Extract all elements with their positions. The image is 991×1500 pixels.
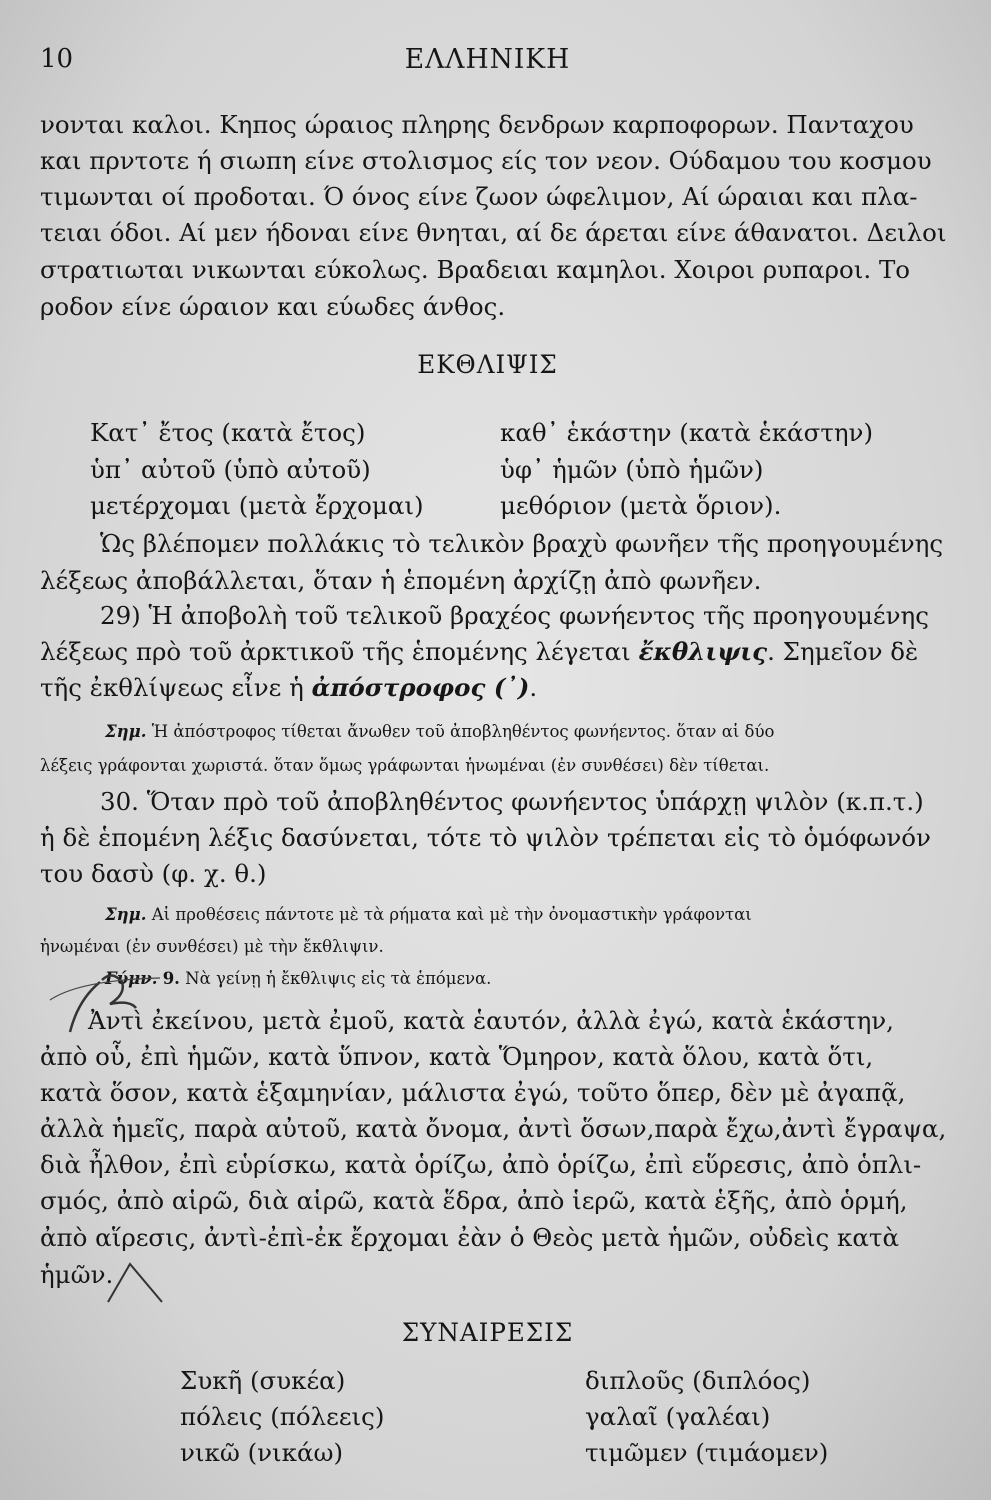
handwritten-mark-icon xyxy=(100,1258,170,1308)
term-apostrophos: ἀπόστροφος (᾿) xyxy=(311,673,530,702)
text-line: νονται καλοι. Κηπος ώραιος πληρης δενδρων καρποφορων. Πανταχου xyxy=(40,110,914,139)
note-line xyxy=(105,904,752,926)
note-text: Ἡ ἀπόστροφος τίθεται ἄνωθεν τοῦ ἀποβληθέντος φωνήεντος. ὅταν αἱ δύο xyxy=(146,722,775,741)
example-right: διπλοῦς (διπλόος) xyxy=(585,1366,811,1395)
exercise-line: ἡμῶν. xyxy=(40,1260,114,1289)
rule-text: τῆς ἐκθλίψεως εἶνε ἡ xyxy=(40,673,312,702)
section-heading-ekthlipsis: ΕΚΘΛΙΨΙΣ xyxy=(417,350,558,379)
example-left: Συκῆ (συκέα) xyxy=(180,1366,346,1395)
exercise-number: 9. xyxy=(162,969,180,988)
exercise-line: διὰ ἦλθον, ἐπὶ εὑρίσκω, κατὰ ὁρίζω, ἀπὸ ὁρίζω, ἐπὶ εὕρεσις, ἀπὸ ὁπλι- xyxy=(40,1150,922,1179)
exercise-line: κατὰ ὅσον, κατὰ ἑξαμηνίαν, μάλιστα ἐγώ, τοῦτο ὅπερ, δὲν μὲ ἀγαπᾷ, xyxy=(40,1078,906,1107)
term-ekthlipsis: ἔκθλιψις xyxy=(638,637,768,666)
exercise-line: σμός, ἀπὸ αἱρῶ, διὰ αἱρῶ, κατὰ ἕδρα, ἀπὸ ἱερῶ, κατὰ ἑξῆς, ἀπὸ ὁρμή, xyxy=(40,1186,908,1215)
exercise-line: ἀπὸ οὗ, ἐπὶ ἡμῶν, κατὰ ὕπνον, κατὰ Ὅμηρον, κατὰ ὅλου, κατὰ ὅτι, xyxy=(40,1042,874,1071)
example-left: ὑπ᾿ αὐτοῦ (ὑπὸ αὐτοῦ) xyxy=(90,455,371,484)
rule-text: . xyxy=(529,673,538,702)
rule-30-line: ἡ δὲ ἑπομένη λέξις δασύνεται, τότε τὸ ψιλὸν τρέπεται εἰς τὸ ὁμόφωνόν xyxy=(40,823,931,852)
rule-29-line xyxy=(40,637,918,667)
note-label: Σημ. xyxy=(105,905,147,924)
text-line: στρατιωται νικωνται εύκολως. Βραδειαι καμηλοι. Χοιροι ρυπαροι. Το xyxy=(40,255,911,284)
example-right: καθ᾿ ἑκάστην (κατὰ ἑκάστην) xyxy=(500,418,874,447)
text-line: Ὡς βλέπομεν πολλάκις τὸ τελικὸν βραχὺ φωνῆεν τῆς προηγουμένης xyxy=(100,529,944,558)
rule-29-line: 29) Ἡ ἀποβολὴ τοῦ τελικοῦ βραχέος φωνήεντος τῆς προηγουμένης xyxy=(100,601,929,630)
example-left: νικῶ (νικάω) xyxy=(180,1438,344,1467)
exercise-line: Ἀντὶ ἐκείνου, μετὰ ἐμοῦ, κατὰ ἑαυτόν, ἀλλὰ ἐγώ, κατὰ ἑκάστην, xyxy=(88,1006,894,1035)
rule-text: λέξεως πρὸ τοῦ ἀρκτικοῦ τῆς ἑπομένης λέγεται xyxy=(40,637,639,666)
exercise-intro: Νὰ γείνῃ ἡ ἔκθλιψις εἰς τὰ ἑπόμενα. xyxy=(185,969,492,988)
note-text: Αἱ προθέσεις πάντοτε μὲ τὰ ρήματα καὶ μὲ τὴν ὀνομαστικὴν γράφονται xyxy=(146,905,752,924)
rule-30-line: 30. Ὅταν πρὸ τοῦ ἀποβληθέντος φωνήεντος ὑπάρχῃ ψιλὸν (κ.π.τ.) xyxy=(100,787,924,816)
page-number: 10 xyxy=(40,44,74,74)
text-line: τιμωνται οί προδοται. Ό όνος είνε ζωον ώφελιμον, Αί ώραιαι και πλα- xyxy=(40,182,918,211)
note-line: ἡνωμέναι (ἐν συνθέσει) μὲ τὴν ἔκθλιψιν. xyxy=(40,937,384,956)
rule-29-line xyxy=(40,673,537,703)
exercise-label: Γύμν. xyxy=(105,969,158,988)
text-line: ροδον είνε ώραιον και εύωδες άνθος. xyxy=(40,292,506,321)
rule-text: . Σημεῖον δὲ xyxy=(767,637,919,666)
running-header: ΕΛΛΗΝΙΚΗ xyxy=(404,44,571,75)
example-right: ὑφ᾿ ἡμῶν (ὑπὸ ἡμῶν) xyxy=(500,455,764,484)
example-left: μετέρχομαι (μετὰ ἔρχομαι) xyxy=(90,491,424,520)
text-line: τειαι όδοι. Αί μεν ήδοναι είνε θνηται, αί δε άρεται είνε άθανατοι. Δειλοι xyxy=(40,218,947,247)
text-line: λέξεως ἀποβάλλεται, ὅταν ἡ ἑπομένη ἀρχίζῃ ἀπὸ φωνῆεν. xyxy=(40,566,762,595)
example-left: πόλεις (πόλεεις) xyxy=(180,1402,385,1431)
text-line: και πρντοτε ή σιωπη είνε στολισμος είς τον νεον. Ούδαμου του κοσμου xyxy=(40,146,932,175)
handwritten-mark-icon xyxy=(40,960,180,1040)
note-line: λέξεις γράφονται χωριστά. ὅταν ὅμως γράφωνται ἡνωμέναι (ἐν συνθέσει) δὲν τίθεται. xyxy=(40,756,770,775)
example-right: γαλαῖ (γαλέαι) xyxy=(585,1402,771,1431)
note-label: Σημ. xyxy=(105,722,147,741)
exercise-line: ἀπὸ αἵρεσις, ἀντὶ-ἐπὶ-ἐκ ἔρχομαι ἐὰν ὁ Θεὸς μετὰ ἡμῶν, οὐδεὶς κατὰ xyxy=(40,1223,899,1252)
example-right: μεθόριον (μετὰ ὅριον). xyxy=(500,491,782,520)
example-left: Κατ᾿ ἔτος (κατὰ ἔτος) xyxy=(90,418,366,447)
note-line xyxy=(105,721,774,743)
rule-30-line: του δασὺ (φ. χ. θ.) xyxy=(40,859,267,888)
section-heading-synairesis: ΣΥΝΑΙΡΕΣΙΣ xyxy=(401,1318,574,1347)
example-right: τιμῶμεν (τιμάομεν) xyxy=(585,1438,829,1467)
exercise-line: ἀλλὰ ἡμεῖς, παρὰ αὐτοῦ, κατὰ ὄνομα, ἀντὶ ὅσων,παρὰ ἔχω,ἀντὶ ἔγραψα, xyxy=(40,1114,947,1143)
